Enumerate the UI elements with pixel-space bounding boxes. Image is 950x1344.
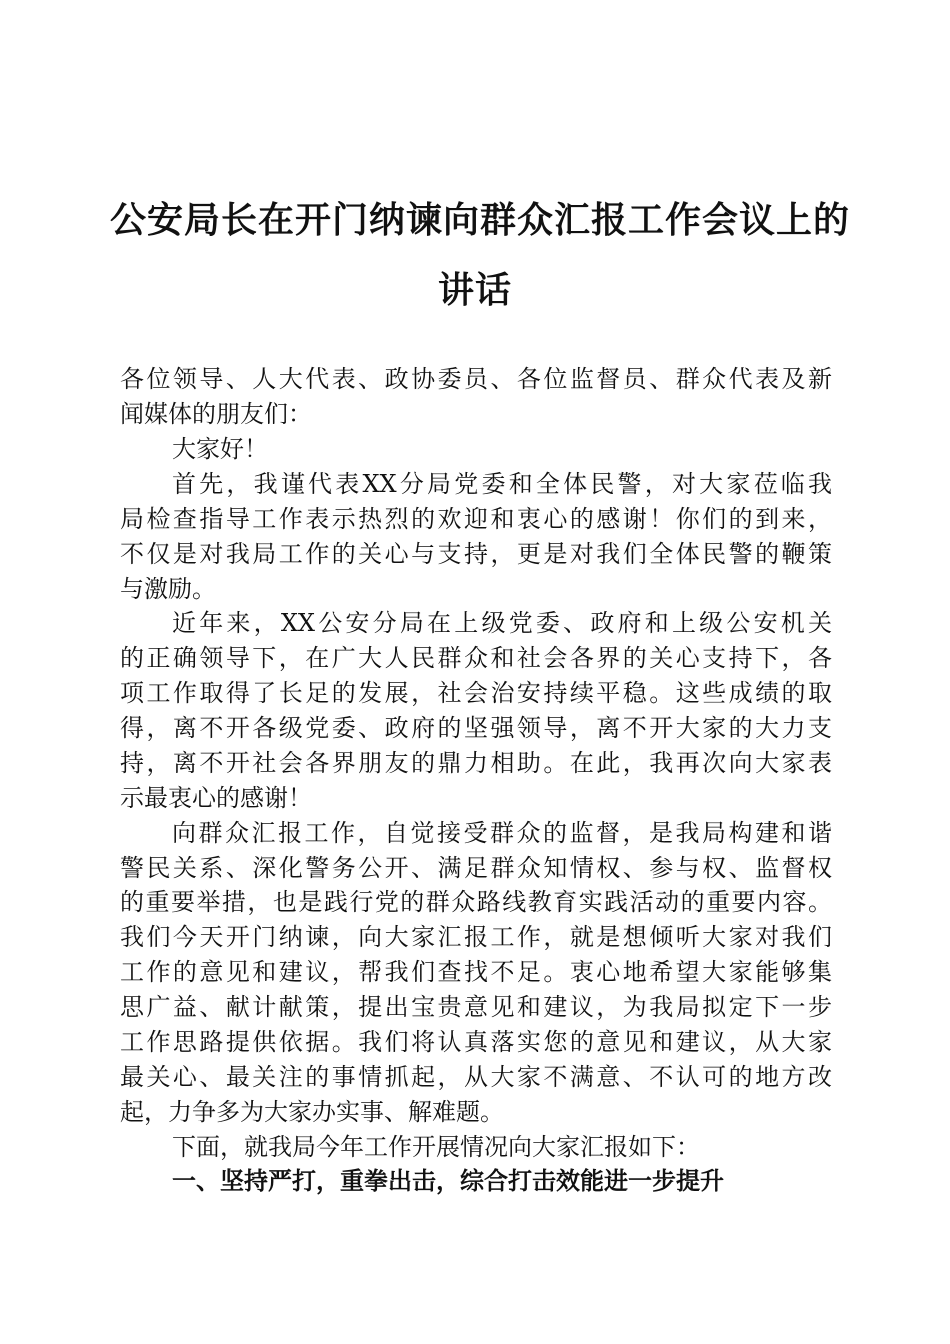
paragraph-line: 下面，就我局今年工作开展情况向大家汇报如下： [172,1133,700,1161]
greeting-line: 大家好！ [172,435,268,463]
paragraph-line: 得，离不开各级党委、政府的坚强领导，离不开大家的大力支 [120,714,832,742]
paragraph-line: 与激励。 [120,575,216,603]
paragraph-line: 工作的意见和建议，帮我们查找不足。衷心地希望大家能够集 [120,958,832,986]
paragraph-line: 示最衷心的感谢！ [120,784,312,812]
paragraph-line: 首先，我谨代表XX分局党委和全体民警，对大家莅临我 [172,470,832,498]
paragraph-line: 不仅是对我局工作的关心与支持，更是对我们全体民警的鞭策 [120,540,832,568]
paragraph-line: 思广益、献计献策，提出宝贵意见和建议，为我局拟定下一步 [120,993,832,1021]
salutation-line-1: 各位领导、人大代表、政协委员、各位监督员、群众代表及新 [120,365,832,393]
section-heading: 一、坚持严打，重拳出击，综合打击效能进一步提升 [172,1167,724,1195]
paragraph-line: 持，离不开社会各界朋友的鼎力相助。在此，我再次向大家表 [120,749,832,777]
salutation-line-2: 闻媒体的朋友们： [120,400,312,428]
paragraph-line: 我们今天开门纳谏，向大家汇报工作，就是想倾听大家对我们 [120,923,832,951]
paragraph-line: 起，力争多为大家办实事、解难题。 [120,1098,504,1126]
paragraph-line: 最关心、最关注的事情抓起，从大家不满意、不认可的地方改 [120,1063,832,1091]
paragraph-line: 局检查指导工作表示热烈的欢迎和衷心的感谢！你们的到来， [120,505,832,533]
paragraph-line: 的正确领导下，在广大人民群众和社会各界的关心支持下，各 [120,644,832,672]
paragraph-line: 工作思路提供依据。我们将认真落实您的意见和建议，从大家 [120,1028,832,1056]
document-title-line-1: 公安局长在开门纳谏向群众汇报工作会议上的 [110,199,851,241]
document-title-line-2: 讲话 [437,269,512,311]
paragraph-line: 近年来，XX公安分局在上级党委、政府和上级公安机关 [172,609,832,637]
paragraph-line: 项工作取得了长足的发展，社会治安持续平稳。这些成绩的取 [120,679,832,707]
paragraph-line: 的重要举措，也是践行党的群众路线教育实践活动的重要内容。 [120,888,832,916]
paragraph-line: 警民关系、深化警务公开、满足群众知情权、参与权、监督权 [120,854,832,882]
paragraph-line: 向群众汇报工作，自觉接受群众的监督，是我局构建和谐 [172,819,832,847]
